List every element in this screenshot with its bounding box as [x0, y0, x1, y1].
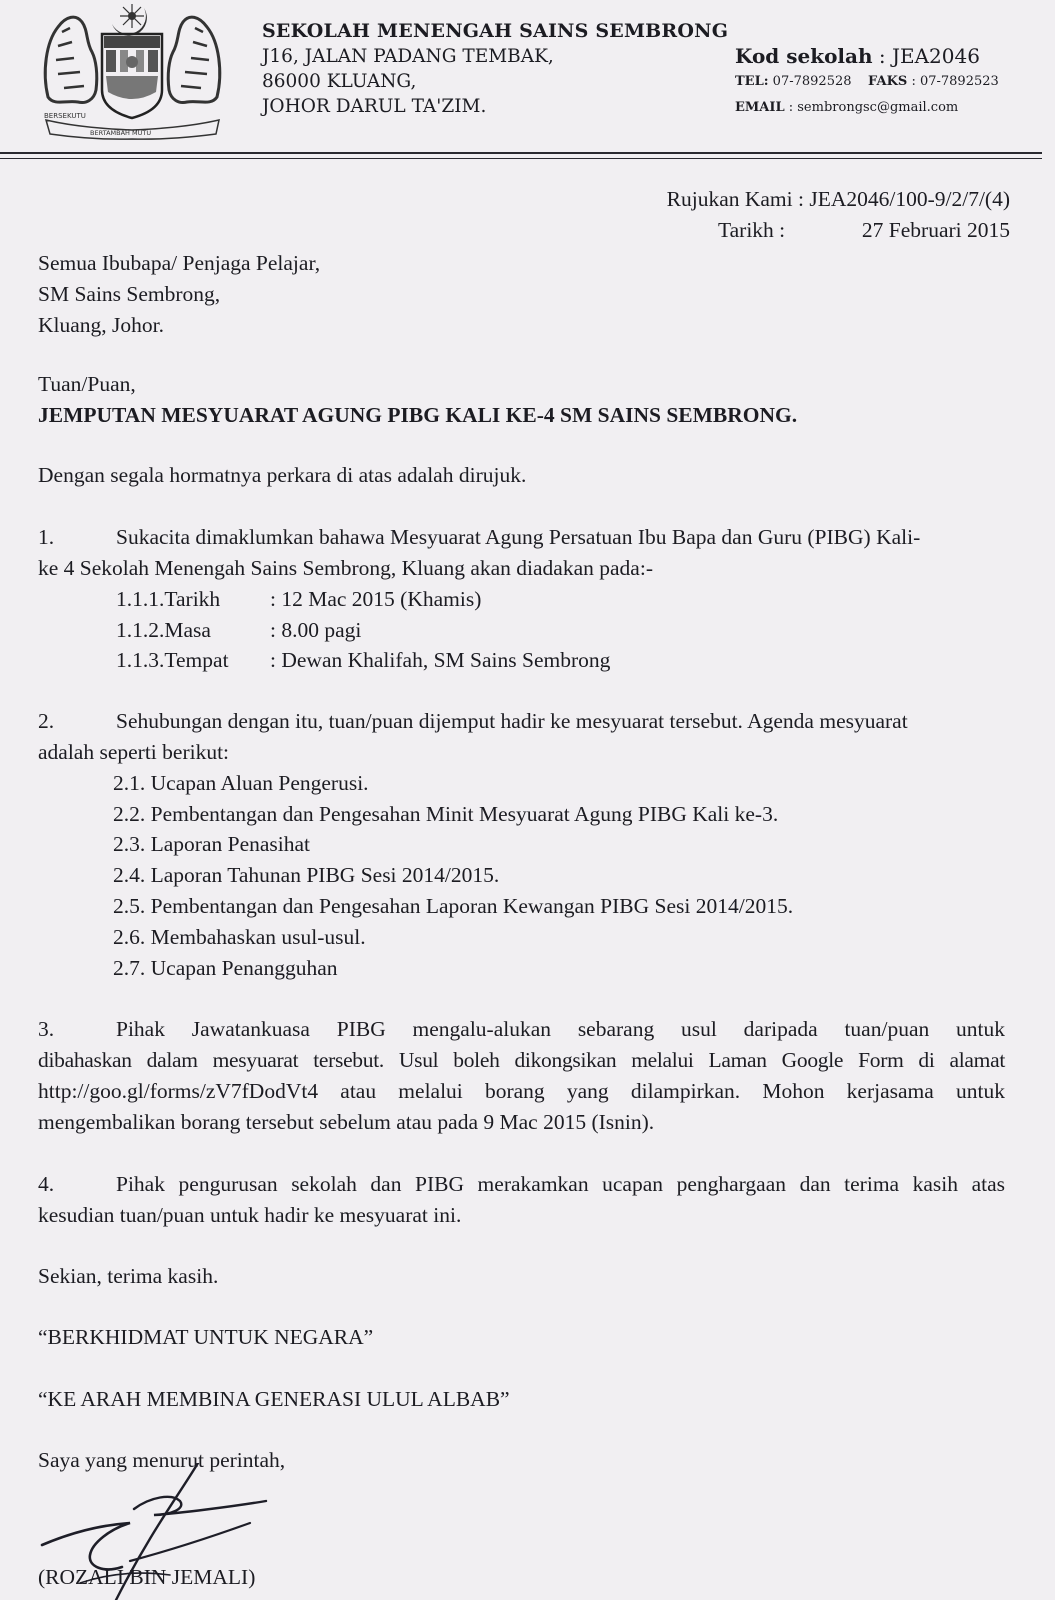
recipient-line-2: SM Sains Sembrong, [38, 282, 221, 306]
detail-value: : Dewan Khalifah, SM Sains Sembrong [270, 648, 611, 672]
recipient-line-3: Kluang, Johor. [38, 313, 165, 337]
para4-line-2: kesudian tuan/puan untuk hadir ke mesyuarat ini. [38, 1203, 462, 1227]
header-divider-thin [0, 158, 1042, 159]
detail-label: 1.1.3.Tempat [116, 648, 229, 672]
agenda-item: 2.4. Laporan Tahunan PIBG Sesi 2014/2015. [113, 863, 500, 887]
date-label: Tarikh : [718, 218, 786, 242]
para1-line-2: ke 4 Sekolah Menengah Sains Sembrong, Kluang akan diadakan pada:- [38, 556, 653, 580]
crest-ribbon-bottom: BERTAMBAH MUTU [90, 129, 152, 137]
para2-number: 2. [38, 709, 55, 733]
agenda-item: 2.7. Ucapan Penangguhan [113, 956, 338, 980]
date-value: 27 Februari 2015 [861, 218, 1010, 242]
detail-value: : 12 Mac 2015 (Khamis) [270, 587, 482, 611]
para3-line-1: Pihak Jawatankuasa PIBG mengalu-alukan sebarang usul daripada tuan/puan untuk [116, 1017, 1005, 1041]
recipient-line-1: Semua Ibubapa/ Penjaga Pelajar, [38, 251, 321, 275]
agenda-item: 2.2. Pembentangan dan Pengesahan Minit Mesyuarat Agung PIBG Kali ke-3. [113, 802, 779, 826]
para3-number: 3. [38, 1017, 55, 1041]
subject-heading: JEMPUTAN MESYUARAT AGUNG PIBG KALI KE-4 SM SAINS SEMBRONG. [38, 403, 798, 427]
intro-text: Dengan segala hormatnya perkara di atas adalah dirujuk. [38, 463, 527, 487]
closing-text: Sekian, terima kasih. [38, 1264, 219, 1288]
address-line-2: 86000 KLUANG, [262, 71, 417, 92]
para4-line-1: Pihak pengurusan sekolah dan PIBG merakamkan ucapan penghargaan dan terima kasih atas [116, 1172, 1005, 1196]
agenda-item: 2.6. Membahaskan usul-usul. [113, 925, 366, 949]
signatory-name: (ROZALI BIN JEMALI) [38, 1565, 256, 1589]
school-name: SEKOLAH MENENGAH SAINS SEMBRONG [262, 20, 729, 42]
phone-fax: TEL: 07-7892528 FAKS : 07-7892523 [735, 74, 999, 89]
para3-line-2: dibahaskan dalam mesyuarat tersebut. Usul boleh dikongsikan melalui Laman Google Form di alamat [38, 1048, 1005, 1072]
crest-ribbon-left: BERSEKUTU [44, 112, 86, 120]
sign-off: Saya yang menurut perintah, [38, 1448, 286, 1472]
para1-number: 1. [38, 525, 55, 549]
coat-of-arms-logo [40, 2, 225, 140]
address-line-3: JOHOR DARUL TA'ZIM. [262, 96, 487, 117]
reference-number: Rujukan Kami : JEA2046/100-9/2/7/(4) [666, 187, 1010, 211]
header-divider [0, 152, 1042, 154]
para2-line-1: Sehubungan dengan itu, tuan/puan dijemput hadir ke mesyuarat tersebut. Agenda mesyuarat [116, 709, 908, 733]
detail-label: 1.1.2.Masa [116, 618, 211, 642]
school-code: Kod sekolah : JEA2046 [735, 44, 980, 68]
address-line-1: J16, JALAN PADANG TEMBAK, [262, 46, 554, 67]
para3-line-4: mengembalikan borang tersebut sebelum atau pada 9 Mac 2015 (Isnin). [38, 1110, 655, 1134]
email: EMAIL : sembrongsc@gmail.com [735, 100, 959, 115]
motto-1: “BERKHIDMAT UNTUK NEGARA” [38, 1325, 374, 1349]
para1-line-1: Sukacita dimaklumkan bahawa Mesyuarat Agung Persatuan Ibu Bapa dan Guru (PIBG) Kali- [116, 525, 921, 549]
salutation: Tuan/Puan, [38, 372, 136, 396]
para4-number: 4. [38, 1172, 55, 1196]
motto-2: “KE ARAH MEMBINA GENERASI ULUL ALBAB” [38, 1387, 510, 1411]
detail-value: : 8.00 pagi [270, 618, 362, 642]
agenda-item: 2.5. Pembentangan dan Pengesahan Laporan Kewangan PIBG Sesi 2014/2015. [113, 894, 794, 918]
detail-label: 1.1.1.Tarikh [116, 587, 221, 611]
para3-line-3: http://goo.gl/forms/zV7fDodVt4 atau melalui borang yang dilampirkan. Mohon kerjasama untuk [38, 1079, 1005, 1103]
agenda-item: 2.3. Laporan Penasihat [113, 832, 311, 856]
para2-line-2: adalah seperti berikut: [38, 740, 230, 764]
agenda-item: 2.1. Ucapan Aluan Pengerusi. [113, 771, 369, 795]
